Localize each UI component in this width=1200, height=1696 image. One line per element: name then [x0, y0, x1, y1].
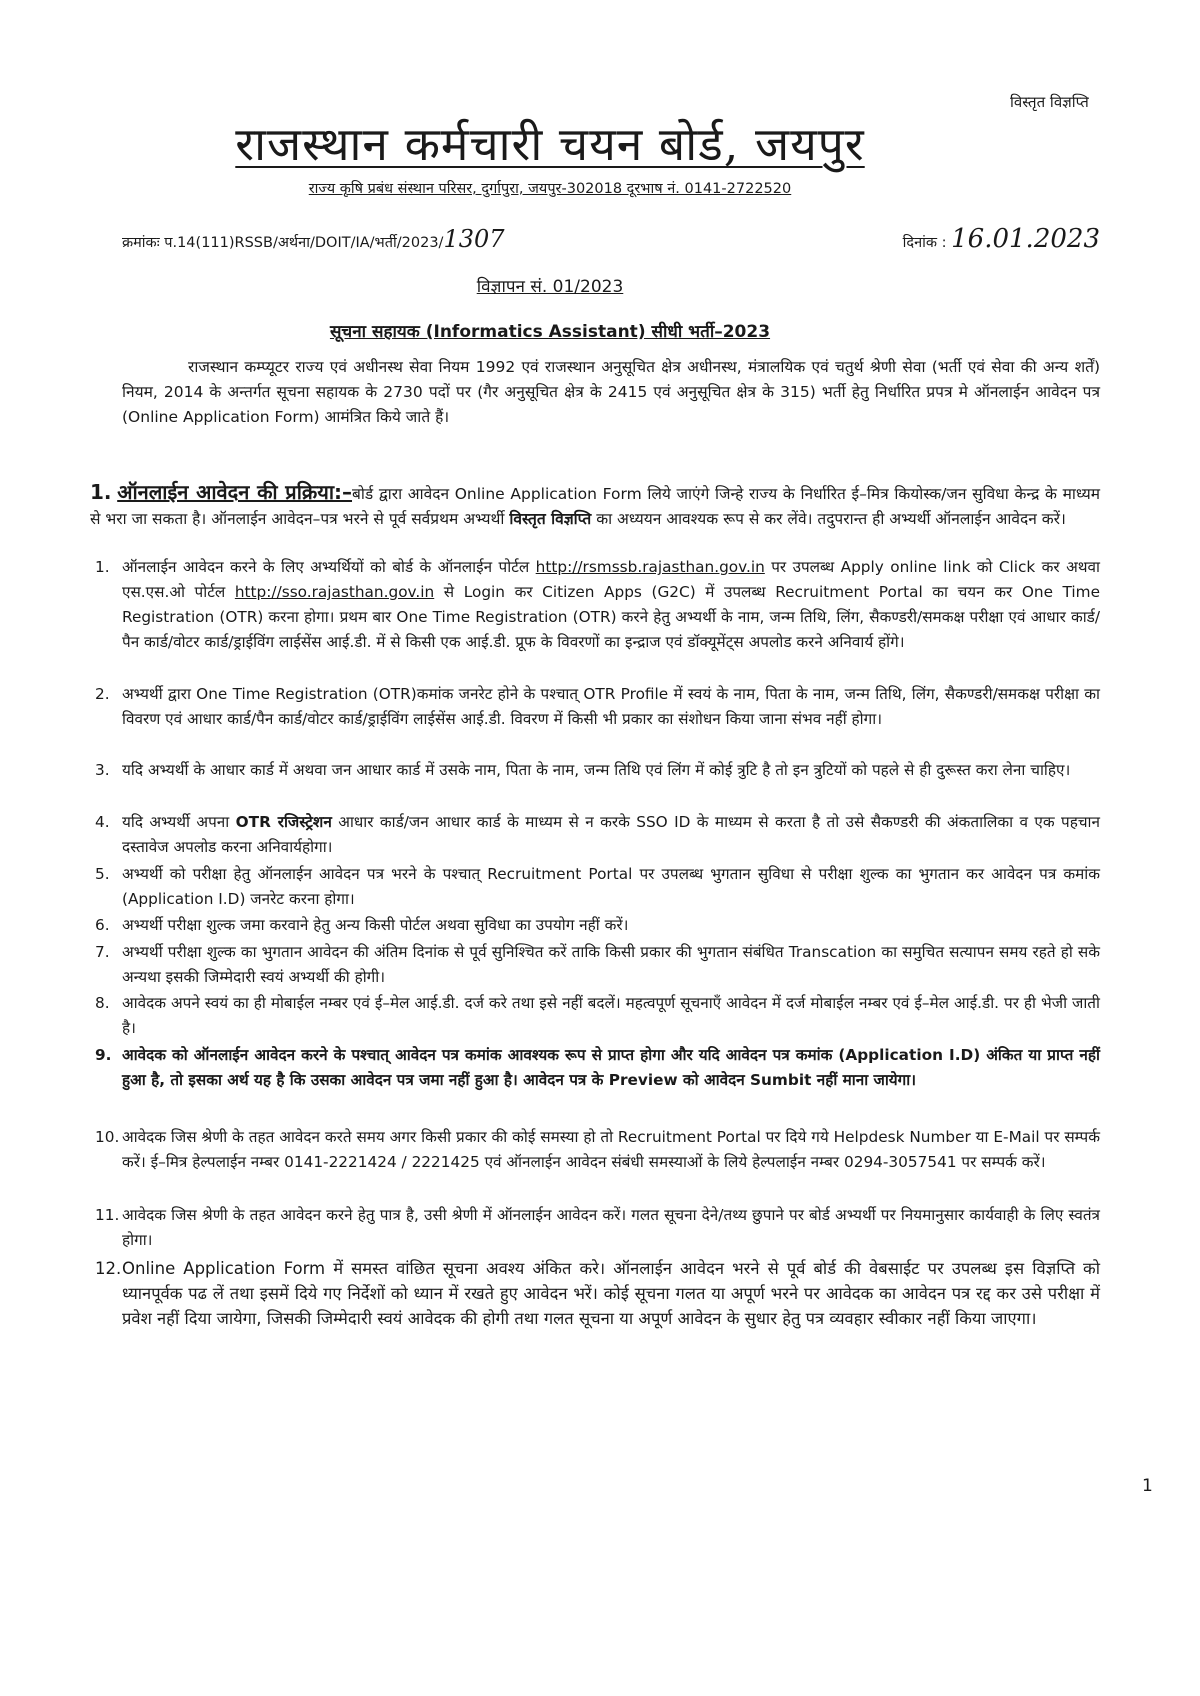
- item-number: 8.: [95, 994, 110, 1012]
- list-item: [95, 1125, 1100, 1175]
- item-text: अभ्यर्थी को परीक्षा हेतु ऑनलाईन आवेदन पत्र भरने के पश्चात् Recruitment Portal पर उपलब्ध भुगतान सुविधा से परीक्षा शुल्क का भुगतान कर आवेदन पत्र कमांक (Application I.D) जनरेट करना होगा।: [122, 865, 1100, 908]
- item-text: आवेदक को ऑनलाईन आवेदन करने के पश्चात् आवेदन पत्र कमांक आवश्यक रूप से प्राप्त होगा और यदि आवेदन पत्र कमांक (Application I.D) अंकित या प्राप्त नहीं हुआ है, तो इसका अर्थ यह है कि उसका आवेदन पत्र जमा नहीं हुआ है। आवेदन पत्र के Preview को आवेदन Sumbit नहीं माना जायेगा।: [122, 1046, 1100, 1089]
- list-item: [95, 1043, 1100, 1093]
- section-1: [90, 480, 1100, 532]
- list-item: [95, 913, 1100, 938]
- item-text-part: से Login कर Citizen Apps (G2C) में उपलब्ध Recruitment Portal का चयन कर One Time Registration (OTR) करना होगा। प्रथम बार One Time Registration (OTR) करने हेतु अभ्यर्थी के नाम, जन्म तिथि, लिंग, सैकण्डरी/समकक्ष परीक्षा एवं आधार कार्ड/पैन कार्ड/वोटर कार्ड/ड्राईविंग लाईसेंस आई.डी. में से किसी एक आई.डी. प्रूफ के विवरणों का इन्द्राज एवं डॉक्यूमेंट्स अपलोड करने अनिवार्य होंगे।: [122, 583, 1100, 651]
- reference-number: [122, 225, 505, 253]
- item-number: 6.: [95, 916, 110, 934]
- list-item: [95, 940, 1100, 990]
- item-text-part: आधार कार्ड/जन आधार कार्ड के माध्यम से न करके SSO ID के माध्यम से करता है तो उसे सैकण्डरी की अंकतालिका व एक पहचान दस्तावेज अपलोड करना अनिवार्यहोगा।: [122, 813, 1100, 856]
- date-label: दिनांक :: [902, 235, 947, 251]
- list-item: [95, 682, 1100, 732]
- item-text: आवेदक जिस श्रेणी के तहत आवेदन करने हेतु पात्र है, उसी श्रेणी में ऑनलाईन आवेदन करें। गलत सूचना देने/तथ्य छुपाने पर बोर्ड अभ्यर्थी पर नियमानुसार कार्यवाही के लिए स्वतंत्र होगा।: [122, 1206, 1100, 1249]
- item-number: 11.: [95, 1206, 120, 1224]
- document-tag: विस्तृत विज्ञप्ति: [1010, 93, 1089, 111]
- item-text: [122, 810, 1100, 860]
- intro-paragraph: राजस्थान कम्प्यूटर राज्य एवं अधीनस्थ सेवा नियम 1992 एवं राजस्थान अनुसूचित क्षेत्र अधीनस्थ, मंत्रालयिक एवं चतुर्थ श्रेणी सेवा (भर्ती एवं सेवा की अन्य शर्तें) नियम, 2014 के अन्तर्गत सूचना सहायक के 2730 पदों पर (गैर अनुसूचित क्षेत्र के 2415 एवं अनुसूचित क्षेत्र के 315) भर्ती हेतु निर्धारित प्रपत्र मे ऑनलाईन आवेदन पत्र (Online Application Form) आमंत्रित किये जाते हैं।: [122, 358, 1100, 426]
- item-number: 9.: [95, 1046, 112, 1064]
- reference-number-handwritten: 1307: [443, 225, 505, 253]
- section-text: बोर्ड द्वारा आवेदन Online Application Form लिये जाएंगे जिन्हे राज्य के निर्धारित ई–मित्र कियोस्क/जन सुविधा केन्द्र के माध्यम से भरा जा सकता है। ऑनलाईन आवेदन–पत्र भरने से पूर्व सर्वप्रथम अभ्यर्थी: [90, 485, 1100, 528]
- item-number: 10.: [95, 1128, 120, 1146]
- reference-number-prefix: क्रमांकः प.14(111)RSSB/अर्थना/DOIT/IA/भर्ती/2023/: [122, 235, 444, 251]
- item-number: 2.: [95, 685, 110, 703]
- list-item: [95, 1256, 1100, 1331]
- item-text: यदि अभ्यर्थी के आधार कार्ड में अथवा जन आधार कार्ड में उसके नाम, पिता के नाम, जन्म तिथि एवं लिंग में कोई त्रुटि है तो इन त्रुटियों को पहले से ही दुरूस्त करा लेना चाहिए।: [122, 761, 1071, 779]
- section-text-end: का अध्ययन आवश्यक रूप से कर लेंवे। तदुपरान्त ही अभ्यर्थी ऑनलाईन आवेदन करें।: [591, 510, 1066, 528]
- item-number: 3.: [95, 761, 110, 779]
- organization-address: राज्य कृषि प्रबंध संस्थान परिसर, दुर्गापुरा, जयपुर-302018 दूरभाष नं. 0141-2722520: [308, 181, 792, 197]
- page-number: 1: [1142, 1476, 1153, 1496]
- sso-portal-link[interactable]: http://sso.rajasthan.gov.in: [234, 583, 435, 601]
- item-text: अभ्यर्थी द्वारा One Time Registration (OTR)कमांक जनरेट होने के पश्चात् OTR Profile में स्वयं के नाम, पिता के नाम, जन्म तिथि, लिंग, सैकण्डरी/समकक्ष परीक्षा का विवरण एवं आधार कार्ड/पैन कार्ड/वोटर कार्ड/ड्राईविंग लाईसेंस आई.डी. विवरण में किसी भी प्रकार का संशोधन किया जाना संभव नहीं होगा।: [122, 685, 1100, 728]
- reference-date: [903, 224, 1100, 254]
- item-number: 4.: [95, 813, 110, 831]
- section-number: 1.: [90, 480, 112, 504]
- list-item: [95, 991, 1100, 1041]
- list-item: [95, 810, 1100, 860]
- item-number: 12.: [95, 1259, 122, 1278]
- list-item: [95, 1203, 1100, 1253]
- list-item: [95, 862, 1100, 912]
- notice-number: विज्ञापन सं. 01/2023: [476, 277, 624, 297]
- item-text: आवेदक अपने स्वयं का ही मोबाईल नम्बर एवं ई–मेल आई.डी. दर्ज करे तथा इसे नहीं बदलें। महत्वपूर्ण सूचनाएँ आवेदन में दर्ज मोबाईल नम्बर एवं ई–मेल आई.डी. पर ही भेजी जाती है।: [122, 994, 1100, 1037]
- item-text: अभ्यर्थी परीक्षा शुल्क का भुगतान आवेदन की अंतिम दिनांक से पूर्व सुनिश्चित करें ताकि किसी प्रकार की भुगतान संबंधित Transcation का समुचित सत्यापन समय रहते हो सके अन्यथा इसकी जिम्मेदारी स्वयं अभ्यर्थी की होगी।: [122, 943, 1100, 986]
- notice-subject: सूचना सहायक (Informatics Assistant) सीधी भर्ती–2023: [329, 322, 771, 342]
- list-item: [95, 758, 1100, 783]
- item-text: आवेदक जिस श्रेणी के तहत आवेदन करते समय अगर किसी प्रकार की कोई समस्या हो तो Recruitment Portal पर दिये गये Helpdesk Number या E-Mail पर सम्पर्क करें। ई–मित्र हेल्पलाईन नम्बर 0141-2221424 / 2221425 एवं ऑनलाईन आवेदन संबंधी समस्याओं के लिये हेल्पलाईन नम्बर 0294-3057541 पर सम्पर्क करें।: [122, 1128, 1100, 1171]
- list-item: [95, 555, 1100, 655]
- item-number: 7.: [95, 943, 110, 961]
- date-handwritten: 16.01.2023: [951, 224, 1100, 254]
- reference-row: [122, 224, 1100, 254]
- item-text-part: ऑनलाईन आवेदन करने के लिए अभ्यर्थियों को बोर्ड के ऑनलाईन पोर्टल: [122, 558, 536, 576]
- item-text-part: पर उपलब्ध Apply online link को Click कर अथवा एस.एस.ओ पोर्टल: [122, 558, 1100, 601]
- item-text: Online Application Form में समस्त वांछित सूचना अवश्य अंकित करे। ऑनलाईन आवेदन भरने से पूर्व बोर्ड की वेबसाईट पर उपलब्ध इस विज्ञप्ति को ध्यानपूर्वक पढ लें तथा इसमें दिये गए निर्देशों को ध्यान में रखते हुए आवेदन भरें। कोई सूचना गलत या अपूर्ण भरने पर आवेदक का आवेदन पत्र रद्द कर उसे परीक्षा में प्रवेश नहीं दिया जायेगा, जिसकी जिम्मेदारी स्वयं आवेदक की होगी तथा गलत सूचना या अपूर्ण आवेदन के सुधार हेतु पत्र व्यवहार स्वीकार नहीं किया जाएगा।: [122, 1259, 1100, 1328]
- rsmssb-portal-link[interactable]: http://rsmssb.rajasthan.gov.in: [535, 558, 765, 576]
- item-text: अभ्यर्थी परीक्षा शुल्क जमा करवाने हेतु अन्य किसी पोर्टल अथवा सुविधा का उपयोग नहीं करें।: [122, 916, 629, 934]
- item-number: 5.: [95, 865, 110, 883]
- section-title: ऑनलाईन आवेदन की प्रक्रिया:–: [117, 480, 353, 504]
- item-text-part: यदि अभ्यर्थी अपना: [122, 813, 236, 831]
- item-text: [122, 555, 1100, 655]
- item-text-bold: OTR रजिस्ट्रेशन: [235, 813, 332, 831]
- item-number: 1.: [95, 558, 110, 576]
- section-text-bold: विस्तृत विज्ञप्ति: [509, 510, 592, 528]
- organization-title: राजस्थान कर्मचारी चयन बोर्ड, जयपुर: [235, 117, 865, 171]
